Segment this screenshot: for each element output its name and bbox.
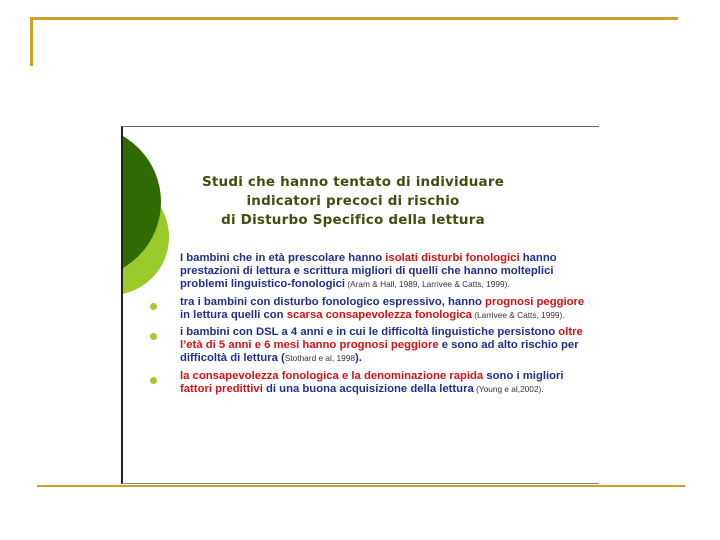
embedded-slide-image <box>121 126 599 484</box>
bullet-item <box>145 326 597 366</box>
text-segment: I bambini che in età prescolare hanno <box>180 252 386 264</box>
text-segment: ). <box>354 352 362 365</box>
highlighted-phrase: prognosi peggiore <box>485 295 585 308</box>
citation: Stothard e al, 1998 <box>284 353 355 364</box>
text-segment: i bambini con DSL a 4 anni e in cui le difficoltà linguistiche persistono <box>180 326 559 339</box>
frame-bottom-line <box>37 485 685 487</box>
bullet-text <box>180 252 597 292</box>
bullet-text <box>180 296 597 322</box>
citation: (Aram & Hall, 1989, Larrivee & Catts, 1999). <box>345 279 510 290</box>
bullet-text <box>180 326 597 366</box>
bullet-item <box>145 296 597 322</box>
slide-title <box>183 173 523 230</box>
highlighted-phrase: oltre l’età di 5 anni e 6 mesi hanno prognosi peggiore <box>180 326 583 352</box>
bullet-item <box>145 370 597 396</box>
title-line-1: Studi che hanno tentato di individuare <box>201 174 505 190</box>
bullet-text <box>180 370 597 396</box>
text-segment: hanno prestazioni di lettura e scrittura migliori di quelli che hanno molteplici problemi linguistico-fonologici <box>180 252 557 291</box>
text-segment: e sono ad alto rischio per difficoltà di lettura ( <box>180 339 579 365</box>
highlighted-phrase: fattori predittivi <box>180 382 263 395</box>
bullet-dot-icon <box>150 333 157 340</box>
title-line-3: di Disturbo Specifico della lettura <box>221 212 485 228</box>
citation: (Young e al,2002). <box>473 383 544 394</box>
text-segment: sono i migliori <box>483 369 564 382</box>
citation: (Larrivee & Catts, 1999). <box>471 309 565 320</box>
highlighted-phrase: scarsa consapevolezza fonologica <box>286 308 472 321</box>
frame-left-line <box>30 17 33 66</box>
text-segment: tra i bambini con disturbo fonologico espressivo, hanno <box>180 295 486 308</box>
text-segment: di una buona acquisizione della lettura <box>262 382 474 395</box>
bullet-dot-icon <box>150 377 157 384</box>
bullet-list <box>145 252 597 400</box>
frame-top-line <box>30 17 678 20</box>
highlighted-phrase: la consapevolezza fonologica e la denominazione rapida <box>180 369 484 382</box>
bullet-dot-icon <box>150 303 157 310</box>
text-segment: in lettura quelli con <box>180 308 287 321</box>
bullet-item <box>145 252 597 292</box>
highlighted-phrase: isolati disturbi fonologici <box>385 252 520 264</box>
title-line-2: indicatori precoci di rischio <box>246 193 460 209</box>
